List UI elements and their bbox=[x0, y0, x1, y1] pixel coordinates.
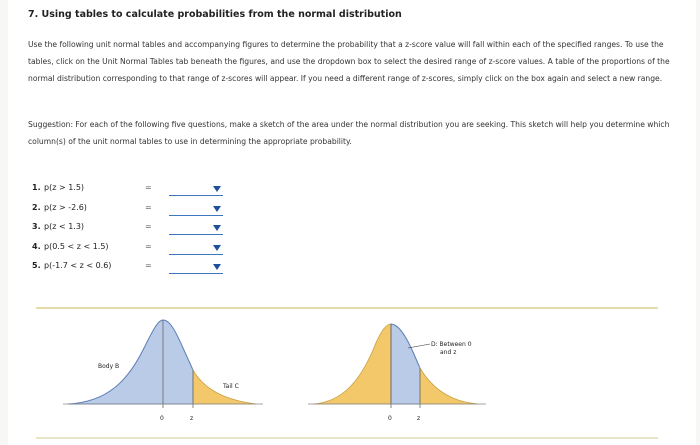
dropdown-arrow-icon[interactable] bbox=[213, 225, 221, 231]
dropdown-arrow-icon[interactable] bbox=[213, 206, 221, 212]
body-label: Body B bbox=[98, 363, 120, 370]
dropdown-arrow-icon[interactable] bbox=[213, 245, 221, 251]
problem-row-4 bbox=[32, 239, 292, 259]
problem-expression: p(z > -2.6) bbox=[44, 202, 87, 212]
dropdown-arrow-icon[interactable] bbox=[213, 186, 221, 192]
between-label-line-1: D: Between 0 bbox=[431, 341, 472, 348]
z-label: z bbox=[417, 415, 421, 422]
between-pointer-line bbox=[408, 344, 430, 348]
zero-label: 0 bbox=[388, 415, 392, 422]
question-title: 7. Using tables to calculate probabilities from the normal distribution bbox=[28, 9, 402, 20]
problem-number: 1. bbox=[32, 183, 41, 192]
problem-row-5 bbox=[32, 258, 292, 278]
problem-row-3 bbox=[32, 219, 292, 239]
problem-expression: p(-1.7 < z < 0.6) bbox=[44, 261, 112, 270]
between-label-line-2: and z bbox=[440, 349, 457, 356]
normal-distribution-figures bbox=[8, 300, 696, 440]
answer-dropdown-2[interactable] bbox=[169, 200, 223, 216]
problem-expression: p(z > 1.5) bbox=[44, 183, 85, 192]
left-normal-curve bbox=[63, 320, 263, 422]
question-panel bbox=[8, 0, 696, 445]
problem-expression: p(z < 1.3) bbox=[44, 222, 85, 231]
left-tail-region bbox=[313, 324, 391, 404]
equals-sign: = bbox=[145, 261, 152, 270]
suggestion-paragraph: Suggestion: For each of the following five questions, make a sketch of the area under the normal distribution you are seeking. This sketch will help you determine which column(s) of the unit normal tables to use in determining the appropriate probability. bbox=[28, 120, 670, 146]
problem-list bbox=[32, 180, 292, 278]
right-normal-curve bbox=[308, 324, 486, 422]
equals-sign: = bbox=[145, 202, 152, 212]
instructions-paragraph: Use the following unit normal tables and accompanying figures to determine the probability that a z-score value will fall within each of the specified ranges. To use the tables, click on the Unit Normal Tables tab beneath the figures, and use the dropdown box to select the desired range of z-score values. A table of the proportions of the normal distribution corresponding to that range of z-scores will appear. If you need a different range of z-scores, simply click on the box again and select a new range. bbox=[28, 40, 670, 83]
problem-number: 3. bbox=[32, 222, 41, 231]
between-region bbox=[391, 324, 420, 404]
z-label: z bbox=[190, 415, 194, 422]
equals-sign: = bbox=[145, 241, 152, 251]
answer-dropdown-4[interactable] bbox=[169, 239, 223, 255]
problem-row-2 bbox=[32, 200, 292, 220]
answer-dropdown-3[interactable] bbox=[169, 219, 223, 235]
problem-row-1 bbox=[32, 180, 292, 200]
problem-number: 5. bbox=[32, 261, 41, 270]
problem-expression: p(0.5 < z < 1.5) bbox=[44, 241, 109, 251]
problem-number: 2. bbox=[32, 202, 41, 212]
dropdown-arrow-icon[interactable] bbox=[213, 264, 221, 270]
body-region bbox=[68, 320, 193, 404]
answer-dropdown-1[interactable] bbox=[169, 180, 223, 196]
tail-label: Tail C bbox=[223, 383, 239, 390]
problem-number: 4. bbox=[32, 241, 41, 251]
right-tail-region bbox=[420, 368, 478, 404]
zero-label: 0 bbox=[160, 415, 164, 422]
equals-sign: = bbox=[145, 183, 152, 192]
answer-dropdown-5[interactable] bbox=[169, 258, 223, 274]
equals-sign: = bbox=[145, 222, 152, 231]
bottom-divider bbox=[36, 437, 658, 439]
